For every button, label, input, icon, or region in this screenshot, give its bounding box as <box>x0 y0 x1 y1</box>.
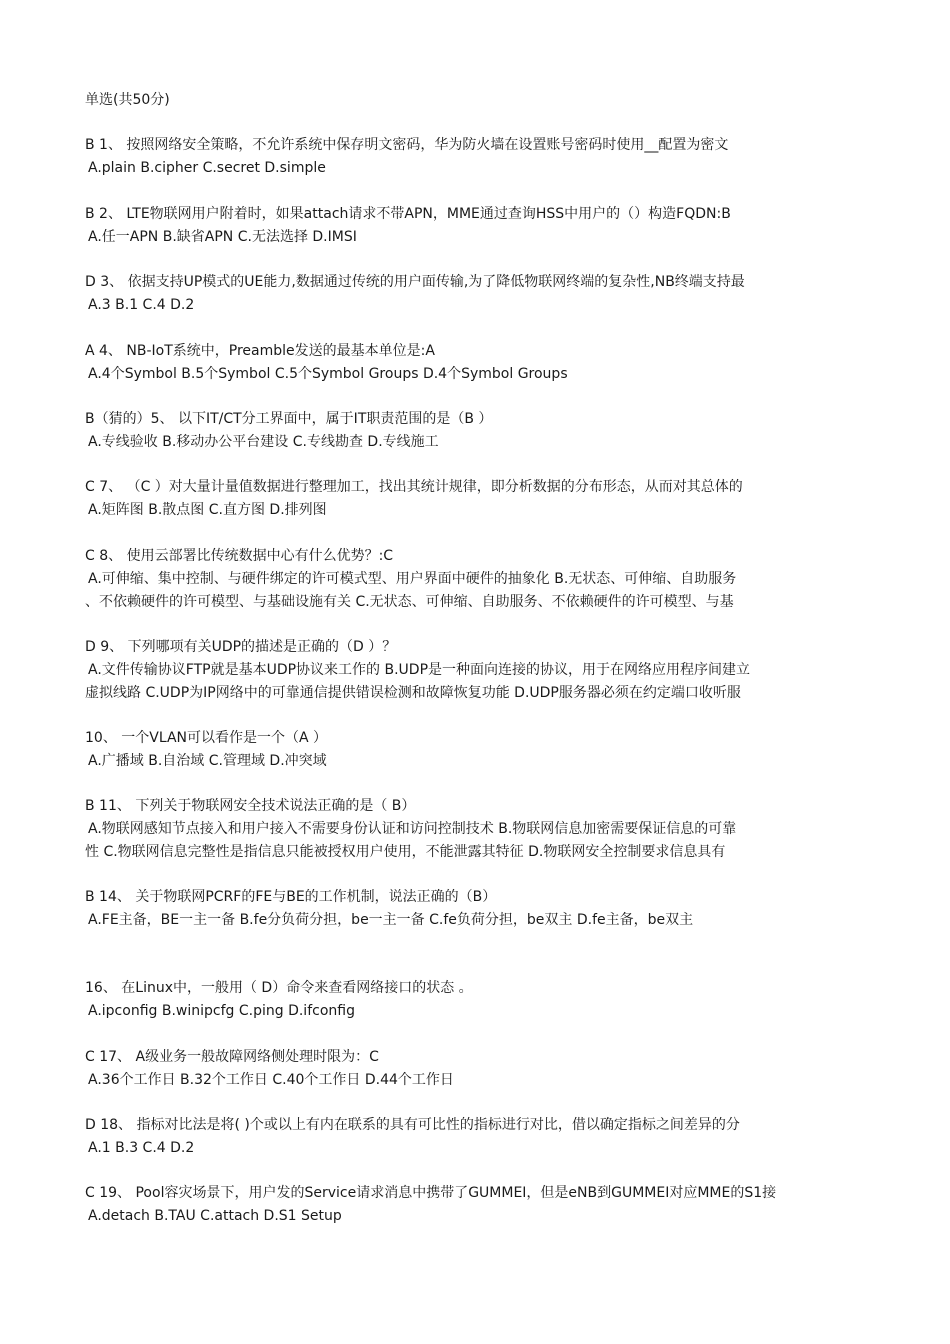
question-stem: B（猜的）5、 以下IT/CT分工界面中，属于IT职责范围的是（B ） <box>85 411 493 427</box>
section-header: 单选(共50分) <box>85 92 170 108</box>
question-options: A.1 B.3 C.4 D.2 <box>88 1140 195 1156</box>
question-options: 、不依赖硬件的许可模型、与基础设施有关 C.无状态、可伸缩、自助服务、不依赖硬件的许可模型、与基 <box>85 594 734 610</box>
question-options: A.广播域 B.自治域 C.管理域 D.冲突域 <box>88 753 327 769</box>
question-options: A.可伸缩、集中控制、与硬件绑定的许可模式型、用户界面中硬件的抽象化 B.无状态、可伸缩、自助服务 <box>88 571 737 587</box>
question-stem: D 3、 依据支持UP模式的UE能力,数据通过传统的用户面传输,为了降低物联网终端的复杂性,NB终端支持最 <box>85 274 745 290</box>
question-stem: 16、 在Linux中，一般用（ D）命令来查看网络接口的状态 。 <box>85 980 473 996</box>
question-options: A.detach B.TAU C.attach D.S1 Setup <box>88 1208 342 1224</box>
question-stem: B 2、 LTE物联网用户附着时，如果attach请求不带APN，MME通过查询HSS中用户的（）构造FQDN:B <box>85 206 731 222</box>
question-stem: D 9、 下列哪项有关UDP的描述是正确的（D ）？ <box>85 639 397 655</box>
question-options: A.物联网感知节点接入和用户接入不需要身份认证和访问控制技术 B.物联网信息加密需要保证信息的可靠 <box>88 821 737 837</box>
question-options: 虚拟线路 C.UDP为IP网络中的可靠通信提供错误检测和故障恢复功能 D.UDP服务器必须在约定端口收听服 <box>85 685 741 701</box>
question-stem: C 17、 A级业务一般故障网络侧处理时限为：C <box>85 1049 379 1065</box>
question-stem: B 14、 关于物联网PCRF的FE与BE的工作机制，说法正确的（B） <box>85 889 497 905</box>
question-options: 性 C.物联网信息完整性是指信息只能被授权用户使用，不能泄露其特征 D.物联网安全控制要求信息具有 <box>85 844 726 860</box>
question-options: A.FE主备，BE一主一备 B.fe分负荷分担，be一主一备 C.fe负荷分担，be双主 D.fe主备，be双主 <box>88 912 694 928</box>
question-stem: C 19、 Pool容灾场景下，用户发的Service请求消息中携带了GUMMEI，但是eNB到GUMMEI对应MME的S1接 <box>85 1185 777 1201</box>
question-stem: A 4、 NB-IoT系统中，Preamble发送的最基本单位是:A <box>85 343 435 359</box>
question-options: A.3 B.1 C.4 D.2 <box>88 297 195 313</box>
question-stem: D 18、 指标对比法是将( )个或以上有内在联系的具有可比性的指标进行对比，借以确定指标之间差异的分 <box>85 1117 740 1133</box>
question-options: A.36个工作日 B.32个工作日 C.40个工作日 D.44个工作日 <box>88 1072 454 1088</box>
question-options: A.专线验收 B.移动办公平台建设 C.专线勘查 D.专线施工 <box>88 434 439 450</box>
question-options: A.矩阵图 B.散点图 C.直方图 D.排列图 <box>88 502 327 518</box>
question-stem: C 8、 使用云部署比传统数据中心有什么优势？:C <box>85 548 394 564</box>
question-stem: C 7、 （C ）对大量计量值数据进行整理加工，找出其统计规律，即分析数据的分布形态，从而对其总体的 <box>85 479 743 495</box>
question-options: A.文件传输协议FTP就是基本UDP协议来工作的 B.UDP是一种面向连接的协议，用于在网络应用程序间建立 <box>88 662 751 678</box>
question-stem: 10、 一个VLAN可以看作是一个（A ） <box>85 730 328 746</box>
question-options: A.plain B.cipher C.secret D.simple <box>88 160 326 176</box>
question-options: A.任一APN B.缺省APN C.无法选择 D.IMSI <box>88 229 357 245</box>
question-options: A.4个Symbol B.5个Symbol C.5个Symbol Groups D.4个Symbol Groups <box>88 366 568 382</box>
question-stem: B 11、 下列关于物联网安全技术说法正确的是（ B） <box>85 798 416 814</box>
question-options: A.ipconfig B.winipcfg C.ping D.ifconfig <box>88 1003 355 1019</box>
question-stem: B 1、 按照网络安全策略，不允许系统中保存明文密码，华为防火墙在设置账号密码时使用__配置为密文 <box>85 137 729 153</box>
